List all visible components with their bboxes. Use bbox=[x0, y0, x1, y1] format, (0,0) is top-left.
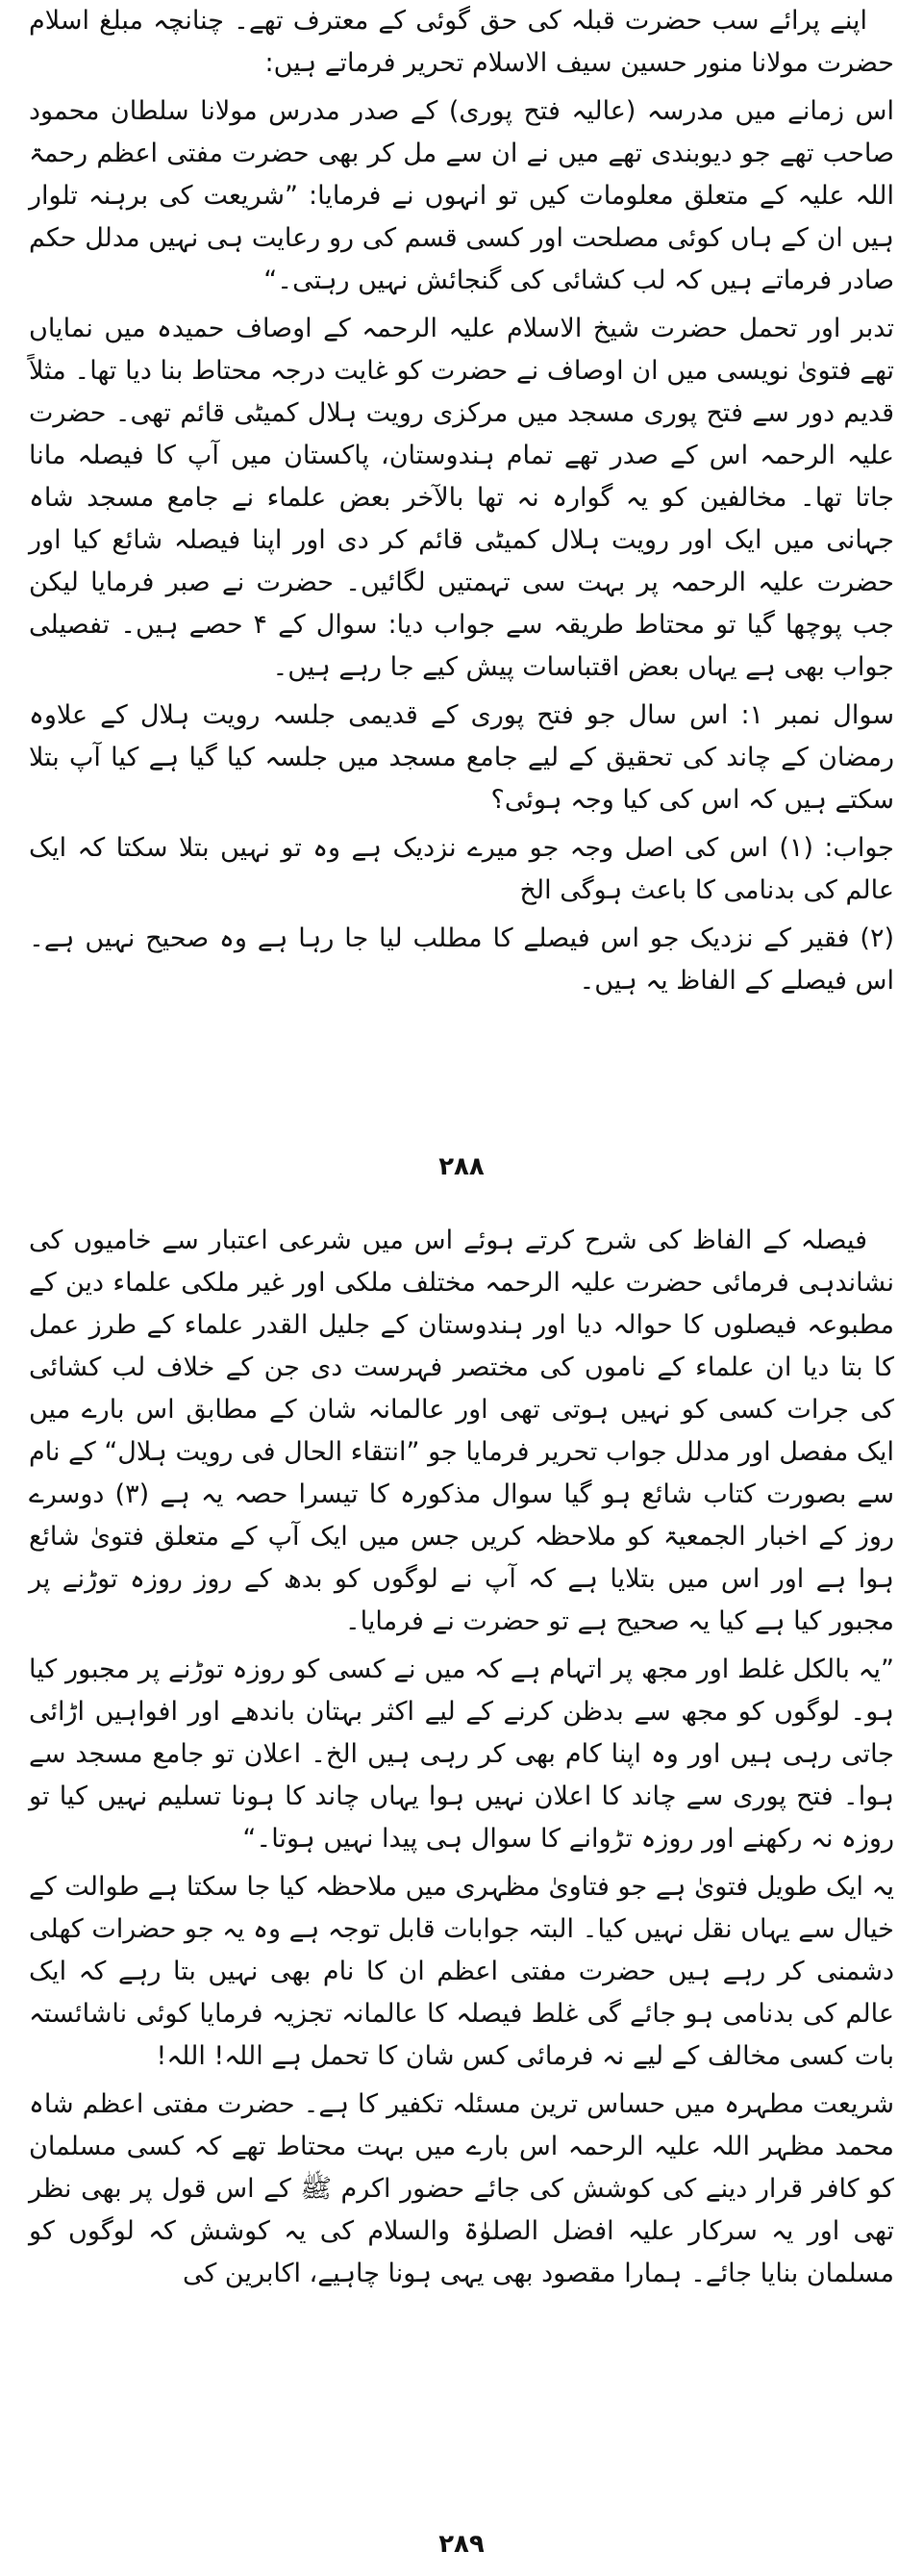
paragraph-takfeer: شریعت مطہرہ میں حساس ترین مسئلہ تکفیر کا ہے۔ حضرت مفتی اعظم شاہ محمد مظہر اللہ علیہ الرحمہ اس بارے میں بہت محتاط تھے کہ کسی مسلمان کو کافر قرار دینے کی کوشش کی جائے حضور اکرم ﷺ کے اس قول پر بھی نظر تھی اور یہ سرکار علیہ افضل الصلوٰۃ والسلام کی یہ کوشش کہ لوگوں کو مسلمان بنایا جائے۔ ہمارا مقصود بھی یہی ہونا چاہیے، اکابرین کی bbox=[29, 2089, 894, 2288]
page-288 bbox=[29, 0, 894, 1152]
paragraph-answer-1: جواب: (۱) اس کی اصل وجہ جو میرے نزدیک ہے وہ تو نہیں بتلا سکتا کہ ایک عالم کی بدنامی کا باعث ہوگی الخ bbox=[29, 833, 894, 905]
paragraph-verdict-explanation: فیصلہ کے الفاظ کی شرح کرتے ہوئے اس میں شرعی اعتبار سے خامیوں کی نشاندہی فرمائی حضرت علیہ الرحمہ مختلف ملکی اور غیر ملکی علماء دین کے مطبوعہ فیصلوں کا حوالہ دیا اور ہندوستان کے جلیل القدر علماء کے طرز عمل کا بتا دیا ان علماء کے ناموں کی مختصر فہرست دی جن کے خلاف لب کشائی کی جرات کسی کو نہیں ہوتی تھی اور عالمانہ شان کے مطابق اس بارے میں ایک مفصل اور مدلل جواب تحریر فرمایا جو ”انتقاء الحال فی رویت ہلال“ کے نام سے بصورت کتاب شائع ہو گیا سوال مذکورہ کا تیسرا حصہ یہ ہے (۳) دوسرے روز کے اخبار الجمعیۃ کو ملاحظہ کریں جس میں ایک آپ کے متعلق فتویٰ شائع ہوا ہے اور اس میں بتلایا ہے کہ آپ نے لوگوں کو بدھ کے روز روزہ توڑنے پر مجبور کیا ہے کیا یہ صحیح ہے تو حضرت نے فرمایا۔ bbox=[29, 1225, 894, 1636]
paragraph-fatawa-mazhari: یہ ایک طویل فتویٰ ہے جو فتاویٰ مظہری میں ملاحظہ کیا جا سکتا ہے طوالت کے خیال سے یہاں نقل نہیں کیا۔ البتہ جوابات قابل توجہ ہے وہ یہ جو حضرات کھلی دشمنی کر رہے ہیں حضرت مفتی اعظم ان کا نام بھی نہیں بتا رہے کہ ایک عالم کی بدنامی ہو جائے گی غلط فیصلہ کا عالمانہ تجزیہ فرمایا کوئی ناشائستہ بات کسی مخالف کے لیے نہ فرمائی کس شان کا تحمل ہے اللہ! اللہ! bbox=[29, 1872, 894, 2071]
paragraph-question-1: سوال نمبر ۱: اس سال جو فتح پوری کے قدیمی جلسہ رویت ہلال کے علاوہ رمضان کے چاند کی تحقیق کے لیے جامع مسجد میں جلسہ کیا گیا ہے کیا آپ بتلا سکتے ہیں کہ اس کی کیا وجہ ہوئی؟ bbox=[29, 700, 894, 815]
page-289 bbox=[29, 1220, 894, 2566]
paragraph-answer-2: (۲) فقیر کے نزدیک جو اس فیصلے کا مطلب لیا جا رہا ہے وہ صحیح نہیں ہے۔ اس فیصلے کے الفاظ یہ ہیں۔ bbox=[29, 923, 894, 996]
paragraph-quote-sultan-mahmood: اس زمانے میں مدرسہ (عالیہ فتح پوری) کے صدر مدرس مولانا سلطان محمود صاحب تھے جو دیوبندی تھے میں نے ان سے مل کر بھی حضرت مفتی اعظم رحمۃ اللہ علیہ کے متعلق معلومات کیں تو انہوں نے فرمایا: ”شریعت کی برہنہ تلوار ہیں ان کے ہاں کوئی مصلحت اور کسی قسم کی رو رعایت ہی نہیں مدلل حکم صادر فرماتے ہیں کہ لب کشائی کی گنجائش نہیں رہتی۔“ bbox=[29, 96, 894, 295]
page-number-288: ۲۸۸ bbox=[438, 1152, 485, 1181]
paragraph-quote-denial: ”یہ بالکل غلط اور مجھ پر اتہام ہے کہ میں نے کسی کو روزہ توڑنے پر مجبور کیا ہو۔ لوگوں کو مجھ سے بدظن کرنے کے لیے اکثر بہتان باندھے اور افواہیں اڑائی جاتی رہی ہیں اور وہ اپنا کام بھی کر رہی ہیں الخ۔ اعلان تو جامع مسجد سے ہوا۔ فتح پوری سے چاند کا اعلان نہیں ہوا یہاں چاند کا ہونا تسلیم نہیں کیا تو روزہ نہ رکھنے اور روزہ تڑوانے کا سوال ہی پیدا نہیں ہوتا۔“ bbox=[29, 1654, 894, 1854]
paragraph-ruyat-hilal-committee: تدبر اور تحمل حضرت شیخ الاسلام علیہ الرحمہ کے اوصاف حمیدہ میں نمایاں تھے فتویٰ نویسی میں ان اوصاف نے حضرت کو غایت درجہ محتاط بنا دیا تھا۔ مثلاً قدیم دور سے فتح پوری مسجد میں مرکزی رویت ہلال کمیٹی قائم تھی۔ حضرت علیہ الرحمہ اس کے صدر تھے تمام ہندوستان، پاکستان میں آپ کا فیصلہ مانا جاتا تھا۔ مخالفین کو یہ گوارہ نہ تھا بالآخر بعض علماء نے جامع مسجد شاہ جہانی میں ایک اور رویت ہلال کمیٹی قائم کر دی اور اپنا فیصلہ شائع کیا اور حضرت علیہ الرحمہ پر بہت سی تہمتیں لگائیں۔ حضرت نے صبر فرمایا لیکن جب پوچھا گیا تو محتاط طریقہ سے جواب دیا: سوال کے ۴ حصے ہیں۔ تفصیلی جواب بھی ہے یہاں بعض اقتباسات پیش کیے جا رہے ہیں۔ bbox=[29, 314, 894, 682]
paragraph-opening: اپنے پرائے سب حضرت قبلہ کی حق گوئی کے معترف تھے۔ چنانچہ مبلغ اسلام حضرت مولانا منور حسین سیف الاسلام تحریر فرماتے ہیں: bbox=[29, 6, 894, 78]
page-number-289: ۲۸۹ bbox=[438, 2530, 485, 2559]
